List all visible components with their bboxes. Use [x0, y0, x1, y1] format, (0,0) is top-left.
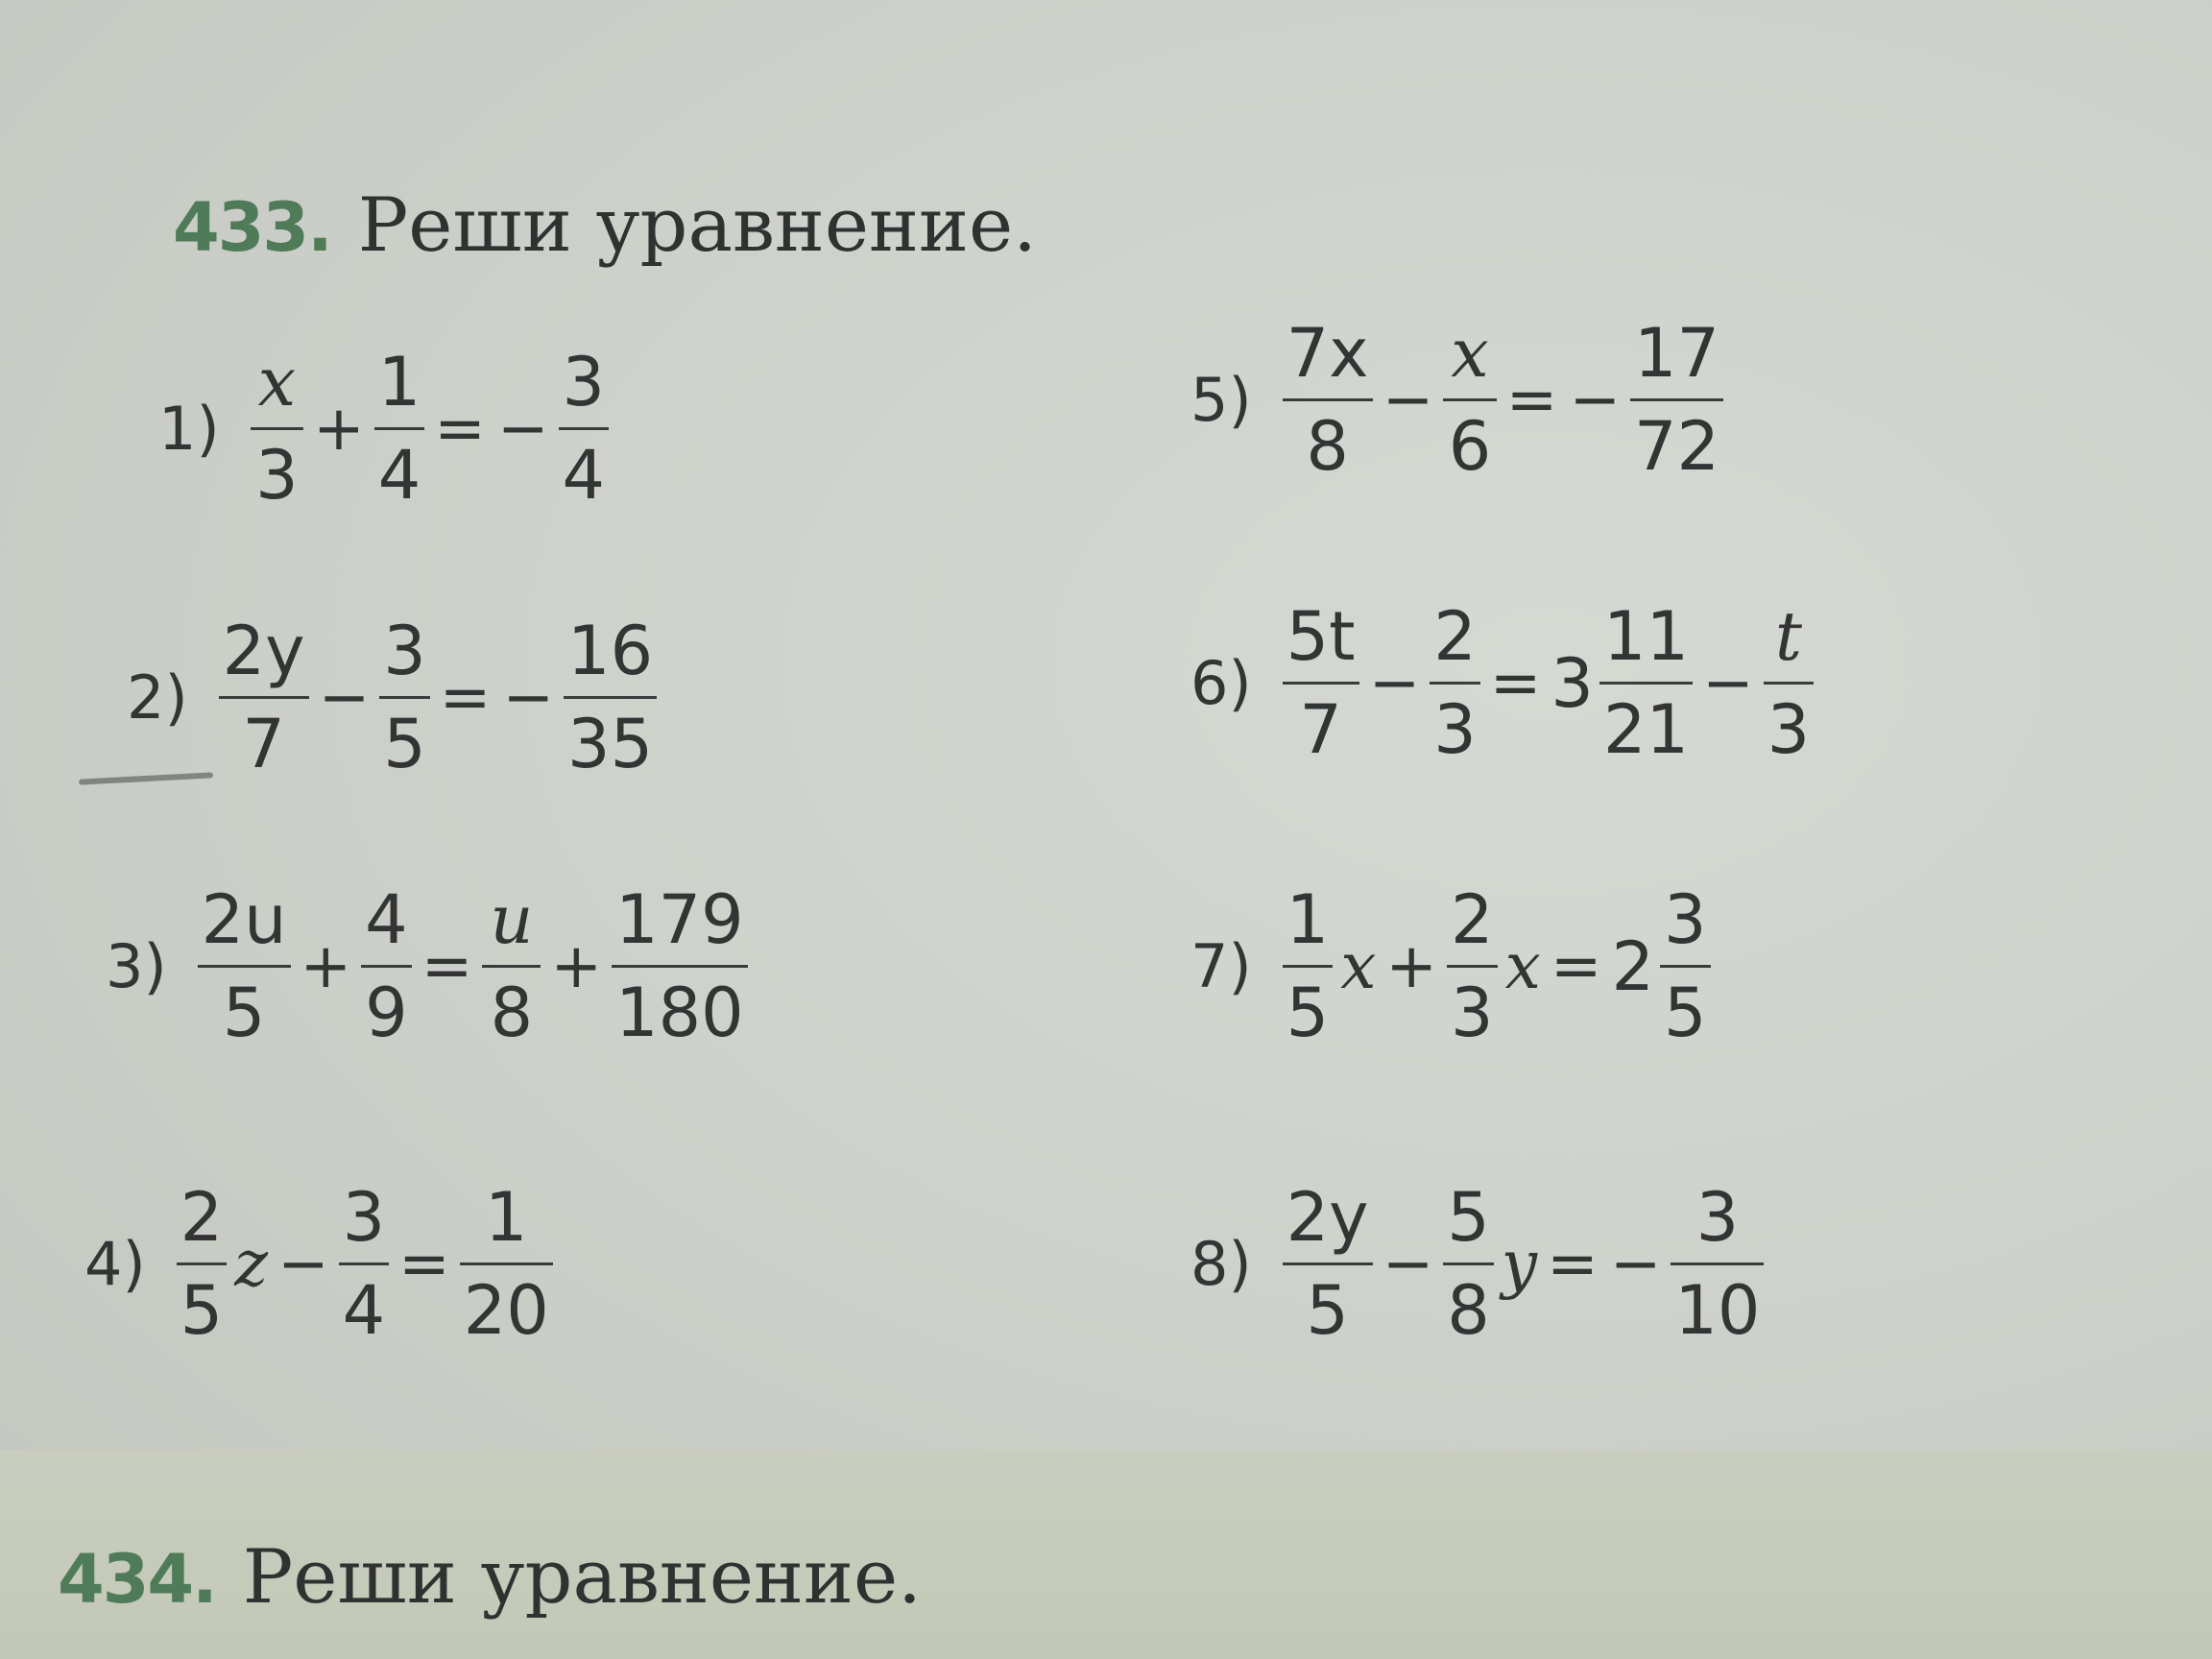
variable: z — [234, 1227, 268, 1301]
fraction — [339, 1176, 390, 1352]
numerator: 3 — [383, 612, 426, 690]
denominator: 5 — [1286, 974, 1330, 1052]
denominator: 3 — [1451, 974, 1494, 1052]
equation-label: 8) — [1190, 1229, 1252, 1299]
fraction-bar — [1283, 965, 1334, 968]
equals-sign: = — [1489, 647, 1542, 719]
fraction-bar — [482, 965, 541, 968]
numerator: 2 — [1433, 597, 1477, 676]
fraction-bar — [559, 427, 610, 430]
denominator: 4 — [342, 1271, 386, 1350]
numerator: u — [490, 880, 534, 959]
fraction-bar — [1447, 965, 1498, 968]
operator: − — [1382, 364, 1434, 436]
denominator: 8 — [1306, 407, 1349, 486]
exercise-number: 433 — [173, 188, 308, 267]
equation-label: 2) — [127, 662, 188, 733]
denominator: 72 — [1633, 407, 1720, 486]
equals-sign: = — [421, 930, 473, 1002]
fraction-bar — [379, 696, 430, 699]
fraction — [1283, 1176, 1373, 1352]
denominator: 3 — [1433, 690, 1477, 769]
fraction-bar — [374, 427, 425, 430]
fraction — [1430, 595, 1480, 771]
fraction — [1443, 312, 1496, 488]
equation-label: 5) — [1190, 365, 1252, 435]
fraction-bar — [219, 696, 309, 699]
equation-label: 7) — [1190, 931, 1252, 1001]
operator: − — [318, 661, 371, 733]
equals-sign: = — [398, 1228, 450, 1300]
equation-label: 1) — [158, 394, 220, 464]
numerator: 11 — [1602, 597, 1690, 676]
fraction — [1447, 878, 1498, 1054]
fraction — [1671, 1176, 1764, 1352]
fraction-bar — [1443, 398, 1496, 401]
numerator: x — [257, 343, 297, 421]
denominator: 9 — [365, 974, 408, 1052]
equals-sign: = — [439, 661, 492, 733]
fraction-bar — [1283, 1262, 1373, 1265]
operator: − — [1569, 364, 1621, 436]
numerator: 2y — [1286, 1178, 1369, 1257]
fraction — [198, 878, 291, 1054]
equation-7 — [1190, 878, 1715, 1054]
fraction — [1283, 878, 1334, 1054]
equation-label: 3) — [106, 931, 167, 1001]
operator: − — [1368, 647, 1421, 719]
fraction — [177, 1176, 228, 1352]
fraction-bar — [564, 696, 657, 699]
equation-2 — [127, 610, 661, 785]
operator: + — [1385, 930, 1438, 1002]
fraction-bar — [1430, 682, 1480, 685]
fraction — [1599, 595, 1693, 771]
fraction — [612, 878, 748, 1054]
equals-sign: = — [1505, 364, 1558, 436]
denominator: 8 — [490, 974, 534, 1052]
equation-label: 6) — [1190, 648, 1252, 718]
numerator: 2 — [1451, 880, 1494, 959]
numerator: 1 — [485, 1178, 528, 1257]
fraction-bar — [177, 1262, 228, 1265]
numerator: 3 — [342, 1178, 386, 1257]
denominator: 5 — [1306, 1271, 1349, 1350]
fraction-bar — [339, 1262, 390, 1265]
denominator: 10 — [1674, 1271, 1761, 1350]
numerator: 16 — [567, 612, 654, 690]
operator: − — [1609, 1228, 1662, 1300]
equation-1 — [158, 341, 613, 517]
fraction — [1283, 595, 1359, 771]
equation-6 — [1190, 595, 1817, 771]
denominator: 35 — [567, 705, 654, 783]
numerator: 3 — [1695, 1178, 1740, 1257]
fraction-bar — [251, 427, 303, 430]
denominator: 7 — [242, 705, 285, 783]
fraction — [379, 610, 430, 785]
fraction — [219, 610, 309, 785]
exercise-number-dot: . — [192, 1540, 218, 1619]
numerator: 179 — [615, 880, 744, 959]
equation-8 — [1190, 1176, 1767, 1352]
fraction — [460, 1176, 553, 1352]
denominator: 21 — [1602, 690, 1690, 769]
fraction-bar — [1671, 1262, 1764, 1265]
numerator: 5 — [1447, 1178, 1490, 1257]
fraction-bar — [460, 1262, 553, 1265]
numerator: 5t — [1286, 597, 1356, 676]
fraction-bar — [612, 965, 748, 968]
denominator: 7 — [1299, 690, 1342, 769]
denominator: 5 — [222, 974, 266, 1052]
equation-label: 4) — [84, 1229, 146, 1299]
mixed-number-whole: 3 — [1551, 643, 1594, 723]
exercise-number: 434 — [58, 1540, 193, 1619]
fraction — [251, 341, 303, 517]
fraction-bar — [1283, 398, 1373, 401]
fraction — [564, 610, 657, 785]
numerator: 17 — [1633, 314, 1720, 393]
fraction-bar — [1443, 1262, 1494, 1265]
denominator: 180 — [615, 974, 744, 1052]
exercise-title: Реши уравнение. — [242, 1534, 922, 1621]
numerator: 1 — [377, 343, 421, 421]
numerator: 3 — [1664, 880, 1707, 959]
denominator: 6 — [1448, 407, 1492, 486]
fraction-bar — [1630, 398, 1723, 401]
equation-5 — [1190, 312, 1727, 488]
fraction-bar — [1599, 682, 1693, 685]
fraction — [1630, 312, 1723, 488]
numerator: 3 — [562, 343, 606, 421]
denominator: 3 — [255, 436, 299, 515]
fraction-bar — [361, 965, 412, 968]
operator: − — [1702, 647, 1754, 719]
fraction — [1764, 595, 1815, 771]
equals-sign: = — [1547, 1228, 1599, 1300]
operator: − — [496, 393, 549, 465]
operator: + — [313, 393, 365, 465]
numerator: 7x — [1286, 314, 1369, 393]
exercise-title: Реши уравнение. — [357, 182, 1037, 269]
denominator: 5 — [1664, 974, 1707, 1052]
numerator: 2 — [180, 1178, 224, 1257]
numerator: 1 — [1286, 880, 1330, 959]
equation-3 — [106, 878, 752, 1054]
denominator: 3 — [1767, 690, 1811, 769]
operator: − — [1382, 1228, 1434, 1300]
numerator: x — [1451, 314, 1489, 393]
fraction-bar — [1283, 682, 1359, 685]
numerator: t — [1774, 597, 1803, 676]
numerator: 2y — [222, 612, 305, 690]
fraction-bar — [198, 965, 291, 968]
variable: y — [1501, 1227, 1538, 1301]
equals-sign: = — [1550, 930, 1602, 1002]
operator: − — [276, 1228, 329, 1300]
denominator: 4 — [562, 436, 606, 515]
numerator: 4 — [365, 880, 408, 959]
fraction-bar — [1660, 965, 1711, 968]
exercise-number-dot: . — [307, 188, 333, 267]
fraction — [1283, 312, 1373, 488]
denominator: 20 — [463, 1271, 549, 1350]
denominator: 5 — [383, 705, 426, 783]
fraction — [1660, 878, 1711, 1054]
fraction — [482, 878, 541, 1054]
operator: − — [502, 661, 555, 733]
fraction — [374, 341, 425, 517]
variable: x — [1340, 929, 1377, 1003]
equation-4 — [84, 1176, 557, 1352]
exercise-433-heading — [173, 182, 1037, 269]
denominator: 4 — [377, 436, 421, 515]
numerator: 2u — [201, 880, 287, 959]
fraction-bar — [1764, 682, 1815, 685]
operator: + — [550, 930, 603, 1002]
fraction — [1443, 1176, 1494, 1352]
denominator: 5 — [180, 1271, 224, 1350]
operator: + — [300, 930, 352, 1002]
mixed-number-whole: 2 — [1611, 926, 1654, 1006]
fraction — [559, 341, 610, 517]
denominator: 8 — [1447, 1271, 1490, 1350]
exercise-434-heading — [58, 1534, 922, 1621]
variable: x — [1504, 929, 1541, 1003]
equals-sign: = — [434, 393, 486, 465]
fraction — [361, 878, 412, 1054]
